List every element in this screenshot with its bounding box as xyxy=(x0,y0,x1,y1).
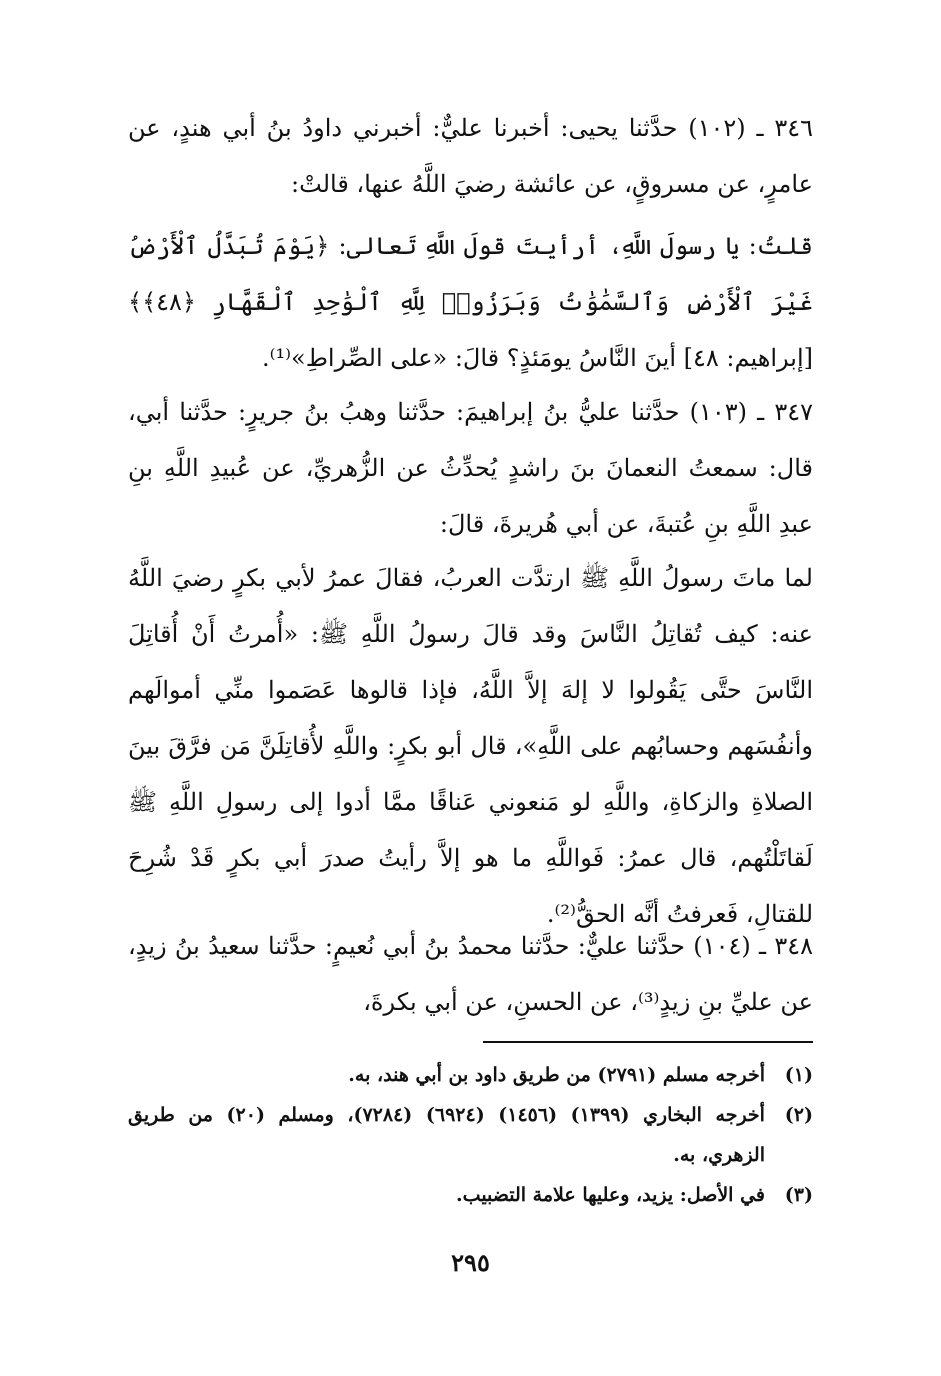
footnote-3 xyxy=(128,1175,813,1215)
hadith-346-text: ٣٤٦ ـ (١٠٢) حدَّثنا يحيى: أخبرنا عليٌّ: أخبرني داودُ بنُ أبي هندٍ، عن عامرٍ، عن مسروقٍ، عن عائشة رضيَ اللَّهُ عنها، قالتْ: xyxy=(128,114,813,198)
footnote-2 xyxy=(128,1095,813,1175)
footnote-1-number: (١) xyxy=(784,1064,813,1086)
footnote-2-text: أخرجه البخاري (١٣٩٩) (١٤٥٦) (٦٩٢٤) (٧٢٨٤)، ومسلم (٢٠) من طريق الزهري، به. xyxy=(128,1104,765,1166)
footnote-1-text: أخرجه مسلم (٢٧٩١) من طريق داود بن أبي هند، به. xyxy=(348,1064,765,1086)
footnote-3-text: في الأصل: يزيد، وعليها علامة التضبيب. xyxy=(456,1184,765,1206)
book-page xyxy=(128,0,813,1376)
hadith-347-text: ٣٤٧ ـ (١٠٣) حدَّثنا عليُّ بنُ إبراهيمَ: حدَّثنا وهبُ بنُ جريرٍ: حدَّثنا أبي، قال: سمعتُ النعمانَ بنَ راشدٍ يُحدِّثُ عن الزُّهريِّ، عن عُبيدِ اللَّهِ بنِ عبدِ اللَّهِ بنِ عُتبةَ، عن أبي هُريرةَ، قالَ: xyxy=(128,398,813,538)
footnote-3-number: (٣) xyxy=(784,1184,813,1206)
hadith-347-matn: لما ماتَ رسولُ اللَّهِ ﷺ ارتدَّت العربُ، فقالَ عمرُ لأبي بكرٍ رضيَ اللَّهُ عنه: كيف تُقاتِلُ النَّاسَ وقد قالَ رسولُ اللَّهِ ﷺ: «أُمرتُ أَنْ أُقاتِلَ النَّاسَ حتَّى يَقُولوا لا إلهَ إلاَّ اللَّهُ، فإذا قالوها عَصَموا منِّي أموالَهم وأنفُسَهم وحسابُهم على اللَّهِ»، قال أبو بكرٍ: واللَّهِ لأُقاتِلَنَّ مَن فرَّقَ بينَ الصلاةِ والزكاةِ، واللَّهِ لو مَنعوني عَناقًا ممَّا أدوا إلى رسولِ اللَّهِ ﷺ لَقاتَلْتُهم، قال عمرُ: فَواللَّهِ ما هو إلاَّ رأيتُ صدرَ أبي بكرٍ قَدْ شُرِحَ للقتالِ، فَعرفتُ أنَّه الحقُّ⁽²⁾. xyxy=(128,564,813,928)
hadith-346-matn: قلتُ: يا رسولَ اللَّهِ، أرأيتَ قولَ اللَّهِ تَعالى: ﴿يَوْمَ تُبَدَّلُ ٱلْأَرْضُ غَيْرَ ٱلْأَرْضِ وَٱلسَّمَٰوَٰتُ وَبَرَزُوا۟ لِلَّهِ ٱلْوَٰحِدِ ٱلْقَهَّارِ ﴿٤٨﴾﴾ [إبراهيم: ٤٨] أينَ النَّاسُ يومَئذٍ؟ قالَ: «على الصِّراطِ»⁽¹⁾. xyxy=(128,232,813,372)
footnote-2-number: (٢) xyxy=(784,1104,813,1126)
footnotes xyxy=(128,1055,813,1215)
footnote-1 xyxy=(128,1055,813,1095)
page-number: ٢٩٥ xyxy=(451,1248,490,1277)
hadith-348-text: ٣٤٨ ـ (١٠٤) حدَّثنا عليٌّ: حدَّثنا محمدُ بنُ أبي نُعيمٍ: حدَّثنا سعيدُ بنُ زيدٍ، عن عليِّ بنِ زيدٍ⁽³⁾، عن الحسنِ، عن أبي بكرةَ، xyxy=(128,932,813,1016)
footnote-divider xyxy=(483,1041,813,1043)
